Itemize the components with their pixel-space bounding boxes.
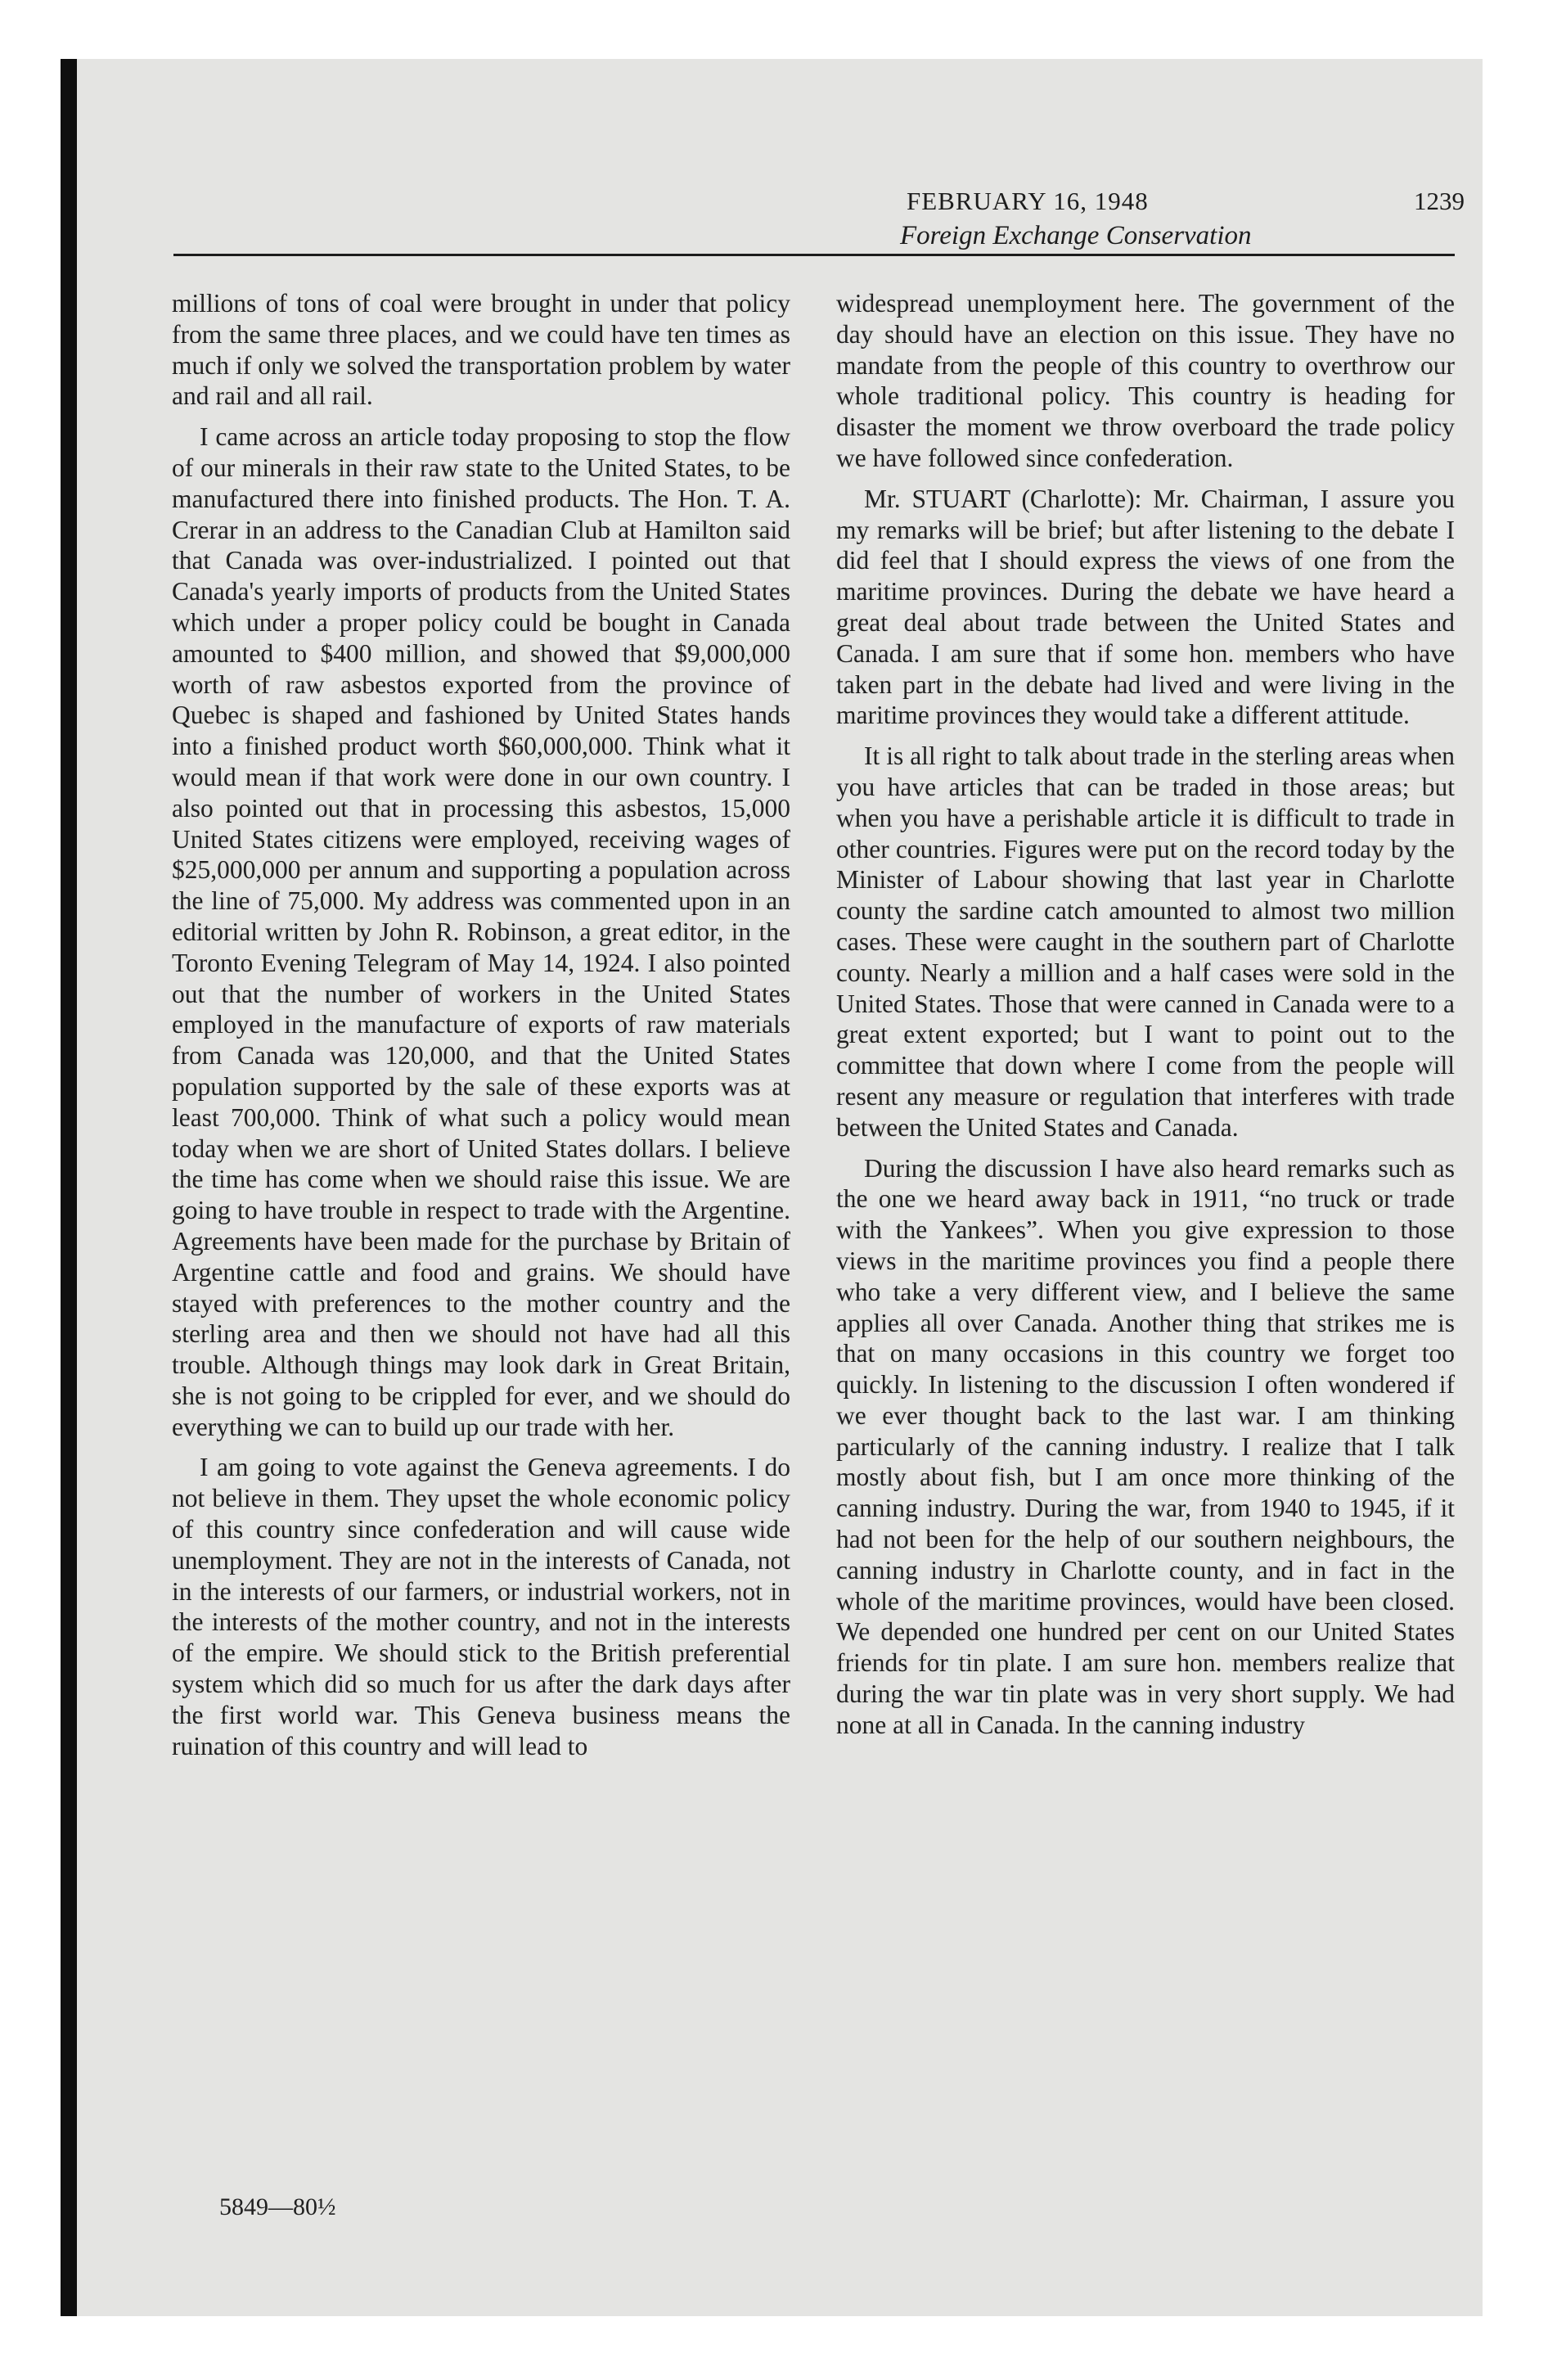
header-date: FEBRUARY 16, 1948: [907, 187, 1149, 215]
paragraph: During the discussion I have also heard remarks such as the one we heard away back in 1911, “no truck or trade with the Yankees”. When you give expression to those views in the maritime provinces you find a people there who take a very different view, and I believe the same applies all over Canada. Another thing that strikes me is that on many occasions in this country we forget too quickly. In listening to the discussion I often wondered if we ever thought back to the last war. I am thinking particularly of the canning industry. I realize that I talk mostly about fish, but I am once more thinking of the canning industry. During the war, from 1940 to 1945, if it had not been for the help of our southern neighbours, the canning industry in Charlotte county, and in fact in the whole of the maritime provinces, would have been closed. We depended one hundred per cent on our United States friends for tin plate. I am sure hon. members realize that during the war tin plate was in very short supply. We had none at all in Canada. In the canning industry: [836, 1153, 1455, 1739]
right-column: [836, 288, 1455, 1751]
paragraph: millions of tons of coal were brought in under that policy from the same three places, and we could have ten times as much if only we solved the transportation problem by water and rail and all rail.: [172, 289, 790, 411]
header-rule: [173, 254, 1455, 256]
paragraph: I came across an article today proposing to stop the flow of our minerals in their raw state to the United States, to be manufactured there into finished products. The Hon. T. A. Crerar in an address to the Canadian Club at Hamilton said that Canada was over-industrialized. I pointed out that Canada's yearly imports of products from the United States which under a proper policy could be bought in Canada amounted to $400 million, and showed that $9,000,000 worth of raw asbestos exported from the province of Quebec is shaped and fashioned by United States hands into a finished product worth $60,000,000. Think what it would mean if that work were done in our own country. I also pointed out that in processing this asbestos, 15,000 United States citizens were employed, receiving wages of $25,000,000 per annum and supporting a population across the line of 75,000. My address was commented upon in an editorial written by John R. Robinson, a great editor, in the Toronto Evening Telegram of May 14, 1924. I also pointed out that the number of workers in the United States employed in the manufacture of exports of raw materials from Canada was 120,000, and that the United States population supported by the sale of these exports was at least 700,000. Think of what such a policy would mean today when we are short of United States dollars. I believe the time has come when we should raise this issue. We are going to have trouble in respect to trade with the Argentine. Agreements have been made for the purchase by Britain of Argentine cattle and food and grains. We should have stayed with preferences to the mother country and the sterling area and then we should not have had all this trouble. Although things may look dark in Great Britain, she is not going to be crippled for ever, and we should do everything we can to build up our trade with her.: [172, 422, 790, 1441]
left-column: [172, 288, 790, 1771]
section-title: Foreign Exchange Conservation: [900, 221, 1252, 250]
paragraph: widespread unemployment here. The government of the day should have an election on this issue. They have no mandate from the people of this country to overthrow our whole traditional policy. This country is heading for disaster the moment we throw overboard the trade policy we have followed since confederation.: [836, 289, 1455, 472]
page-number: 1239: [1414, 187, 1465, 215]
book-spine-edge: [61, 59, 77, 2316]
paragraph: Mr. STUART (Charlotte): Mr. Chairman, I assure you my remarks will be brief; but after listening to the debate I did feel that I should express the views of one from the maritime provinces. During the debate we have heard a great deal about trade between the United States and Canada. I am sure that if some hon. members who have taken part in the debate had lived and were living in the maritime provinces they would take a different attitude.: [836, 484, 1455, 730]
printer-signature: 5849—80½: [219, 2193, 336, 2220]
paragraph: It is all right to talk about trade in the sterling areas when you have articles that can be traded in those areas; but when you have a perishable article it is difficult to trade in other countries. Figures were put on the record today by the Minister of Labour showing that last year in Charlotte county the sardine catch amounted to almost two million cases. These were caught in the southern part of Charlotte county. Nearly a million and a half cases were sold in the United States. Those that were canned in Canada were to a great extent exported; but I want to point out to the committee that down where I come from the people will resent any measure or regulation that interferes with trade between the United States and Canada.: [836, 741, 1455, 1142]
paragraph: I am going to vote against the Geneva agreements. I do not believe in them. They upset the whole economic policy of this country since confederation and will cause wide unemployment. They are not in the interests of Canada, not in the interests of our farmers, or industrial workers, not in the interests of the mother country, and not in the interests of the empire. We should stick to the British preferential system which did so much for us after the dark days after the first world war. This Geneva business means the ruination of this country and will lead to: [172, 1453, 790, 1760]
